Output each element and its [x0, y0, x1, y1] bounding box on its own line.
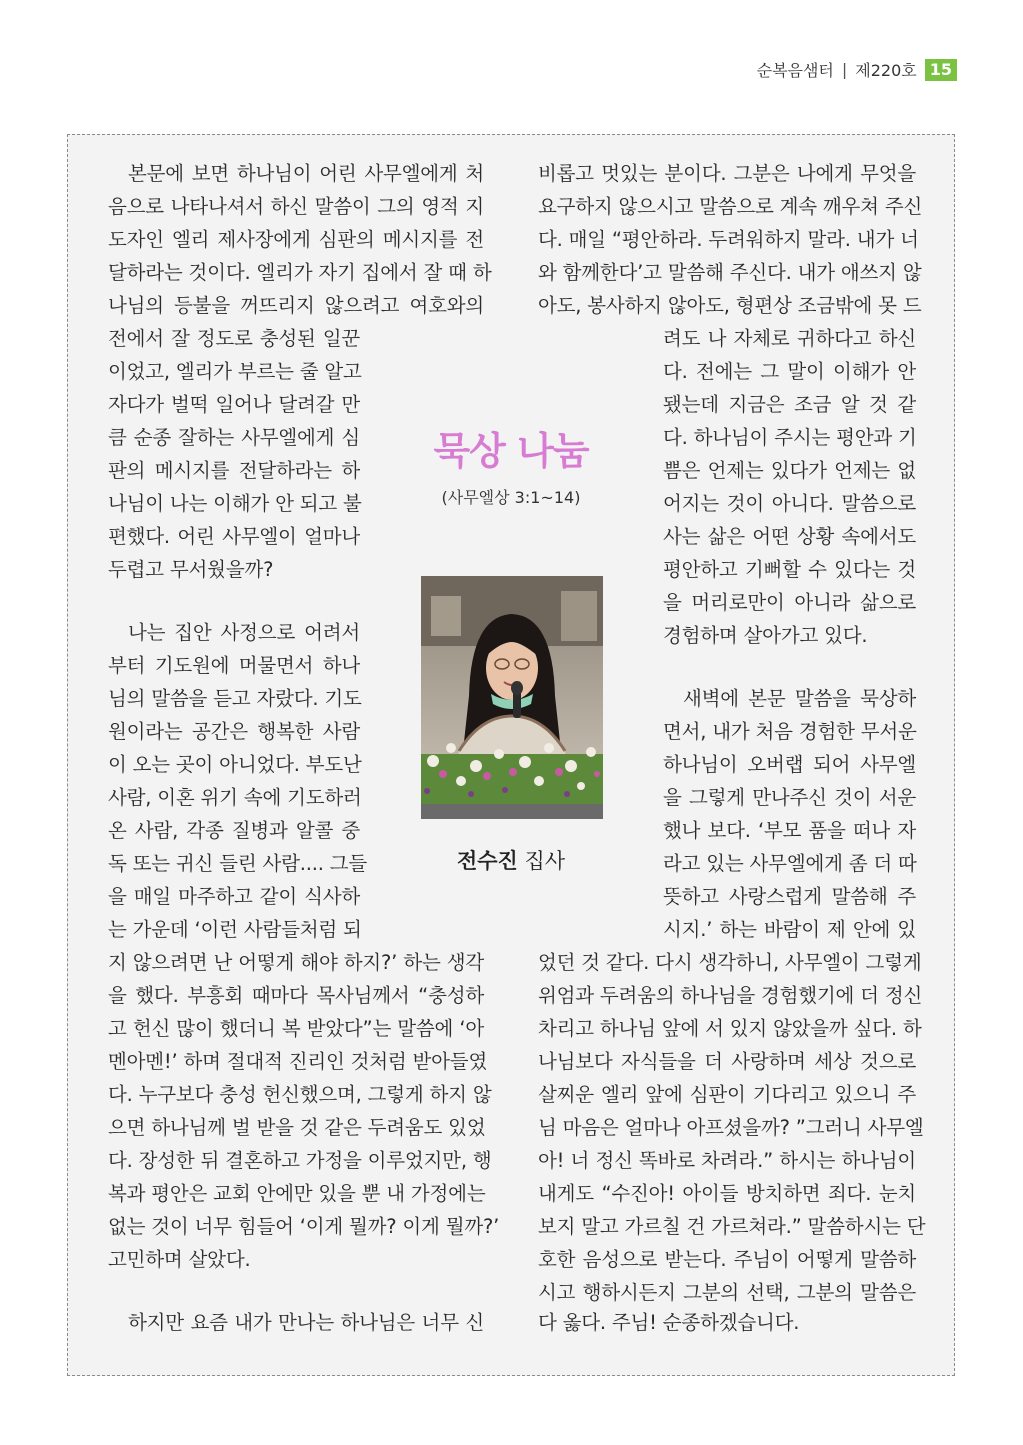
- issue-number: 제220호: [855, 61, 917, 80]
- scripture-reference: (사무엘상 3:1~14): [441, 488, 581, 507]
- article-title: 묵상 나눔: [433, 429, 589, 473]
- left-column-text-line: 도자인 엘리 제사장에게 심판의 메시지를 전: [108, 228, 484, 251]
- right-column-text-line: 보지 말고 가르칠 건 가르쳐라.” 말씀하시는 단: [538, 1215, 926, 1238]
- right-column-text-line: 라고 있는 사무엘에게 좀 더 따: [663, 852, 917, 875]
- right-column-text-line: 다 옳다. 주님! 순종하겠습니다.: [538, 1311, 800, 1334]
- right-column-text-line: 아! 너 정신 똑바로 차려라.” 하시는 하나님이: [538, 1149, 916, 1172]
- right-column-text-line: 평안하고 기뻐할 수 있다는 것: [663, 558, 916, 581]
- right-column-text-line: 하나님이 오버랩 되어 사무엘: [663, 753, 916, 776]
- right-column-text-line: 다. 하나님이 주시는 평안과 기: [663, 426, 917, 449]
- left-column-text-line: 판의 메시지를 전달하라는 하: [108, 459, 360, 482]
- author-photo: [421, 576, 603, 819]
- left-column-text-line: 이 오는 곳이 아니었다. 부도난: [108, 753, 362, 776]
- right-column-text-line: 려도 나 자체로 귀하다고 하신: [663, 327, 916, 350]
- author-title: 집사: [524, 849, 566, 873]
- right-column-text-line: 새벽에 본문 말씀을 묵상하: [683, 687, 916, 710]
- left-column-text-line: 본문에 보면 하나님이 어린 사무엘에게 처: [128, 162, 484, 185]
- right-column-text-line: 나님보다 자식들을 더 사랑하며 세상 것으로: [538, 1050, 916, 1073]
- left-column-text-line: 나는 집안 사정으로 어려서: [128, 621, 360, 644]
- left-column-text-line: 전에서 잘 정도로 충성된 일꾼: [108, 327, 360, 350]
- left-column-text-line: 원이라는 공간은 행복한 사람: [108, 720, 360, 743]
- right-column-text-line: 어지는 것이 아니다. 말씀으로: [663, 492, 916, 515]
- left-column-text-line: 을 했다. 부흥회 때마다 목사님께서 “충성하: [108, 984, 484, 1007]
- right-column-text-line: 내게도 “수진아! 아이들 방치하면 죄다. 눈치: [538, 1182, 916, 1205]
- right-column-text-line: 살찌운 엘리 앞에 심판이 기다리고 있으니 주: [538, 1083, 916, 1106]
- right-column-text-line: 면서, 내가 처음 경험한 무서운: [663, 720, 917, 743]
- right-column-text-line: 경험하며 살아가고 있다.: [663, 624, 868, 647]
- left-column-text-line: 지 않으려면 난 어떻게 해야 하지?’ 하는 생각: [108, 951, 484, 974]
- left-column-text-line: 고민하며 살았다.: [108, 1248, 251, 1271]
- left-column-text-line: 는 가운데 ‘이런 사람들처럼 되: [108, 918, 362, 941]
- left-column-text-line: 복과 평안은 교회 안에만 있을 뿐 내 가정에는: [108, 1182, 486, 1205]
- right-column-text-line: 시고 행하시든지 그분의 선택, 그분의 말씀은: [538, 1281, 916, 1304]
- right-column-text-line: 와 함께한다’고 말씀해 주신다. 내가 애쓰지 않: [538, 261, 922, 284]
- left-column-text-line: 을 매일 마주하고 같이 식사하: [108, 885, 360, 908]
- right-column-text-line: 뜻하고 사랑스럽게 말씀해 주: [663, 885, 916, 908]
- left-column-text-line: 고 헌신 많이 했더니 복 받았다”는 말씀에 ‘아: [108, 1017, 484, 1040]
- right-column-text-line: 했나 보다. ‘부모 품을 떠나 자: [663, 819, 916, 842]
- right-column-text-line: 차리고 하나님 앞에 서 있지 않았을까 싶다. 하: [538, 1017, 922, 1040]
- left-column-text-line: 다. 장성한 뒤 결혼하고 가정을 이루었지만, 행: [108, 1149, 492, 1172]
- right-column-text-line: 님 마음은 얼마나 아프셨을까? ”그러니 사무엘: [538, 1116, 924, 1139]
- right-column-text-line: 위엄과 두려움의 하나님을 경험했기에 더 정신: [538, 984, 923, 1007]
- left-column-text-line: 나님의 등불을 꺼뜨리지 않으려고 여호와의: [108, 294, 484, 317]
- left-column-text-line: 온 사람, 각종 질병과 알콜 중: [108, 819, 360, 842]
- left-column-text-line: 사람, 이혼 위기 속에 기도하러: [108, 786, 362, 809]
- right-column-text-line: 호한 음성으로 받는다. 주님이 어떻게 말씀하: [538, 1248, 916, 1271]
- header-separator: |: [841, 60, 848, 79]
- left-column-text-line: 음으로 나타나셔서 하신 말씀이 그의 영적 지: [108, 195, 484, 218]
- left-column-text-line: 이었고, 엘리가 부르는 줄 알고: [108, 360, 362, 383]
- left-column-text-line: 님의 말씀을 듣고 자랐다. 기도: [108, 687, 362, 710]
- left-column-text-line: 나님이 나는 이해가 안 되고 불: [108, 492, 362, 515]
- right-column-text-line: 을 머리로만이 아니라 삶으로: [663, 591, 916, 614]
- left-column-text-line: 없는 것이 너무 힘들어 ‘이게 뭘까? 이게 뭘까?’: [108, 1215, 500, 1238]
- left-column-text-line: 독 또는 귀신 들린 사람.... 그들: [108, 852, 367, 875]
- left-column-text-line: 멘아멘!’ 하며 절대적 진리인 것처럼 받아들였: [108, 1050, 488, 1073]
- left-column-text-line: 달하라는 것이다. 엘리가 자기 집에서 잘 때 하: [108, 261, 492, 284]
- right-column-text-line: 었던 것 같다. 다시 생각하니, 사무엘이 그렇게: [538, 951, 922, 974]
- right-column-text-line: 쁨은 언제는 있다가 언제는 없: [663, 459, 916, 482]
- magazine-name: 순복음샘터: [756, 61, 834, 80]
- left-column-text-line: 편했다. 어린 사무엘이 얼마나: [108, 525, 360, 548]
- left-column-text-line: 다. 누구보다 충성 헌신했으며, 그렇게 하지 않: [108, 1083, 492, 1106]
- left-column-text-line: 두렵고 무서웠을까?: [108, 558, 274, 581]
- page-header: [757, 58, 957, 81]
- right-column-text-line: 아도, 봉사하지 않아도, 형편상 조금밖에 못 드: [538, 294, 922, 317]
- page-number-badge: 15: [925, 59, 957, 81]
- left-column-text-line: 자다가 벌떡 일어나 달려갈 만: [108, 393, 360, 416]
- right-column-text-line: 사는 삶은 어떤 상황 속에서도: [663, 525, 916, 548]
- author-name: 전수진: [456, 849, 518, 873]
- right-column-text-line: 됐는데 지금은 조금 알 것 같: [663, 393, 916, 416]
- right-column-text-line: 비롭고 멋있는 분이다. 그분은 나에게 무엇을: [538, 162, 916, 185]
- left-column-text-line: 큼 순종 잘하는 사무엘에게 심: [108, 426, 360, 449]
- right-column-text-line: 다. 매일 “평안하라. 두려워하지 말라. 내가 너: [538, 228, 919, 251]
- left-column-text-line: 부터 기도원에 머물면서 하나: [108, 654, 360, 677]
- left-column-text-line: 으면 하나님께 벌 받을 것 같은 두려움도 있었: [108, 1116, 486, 1139]
- right-column-text-line: 을 그렇게 만나주신 것이 서운: [663, 786, 916, 809]
- right-column-text-line: 시지.’ 하는 바람이 제 안에 있: [663, 918, 916, 941]
- left-column-text-line: 하지만 요즘 내가 만나는 하나님은 너무 신: [128, 1311, 484, 1334]
- author-byline: [420, 845, 602, 875]
- right-column-text-line: 다. 전에는 그 말이 이해가 안: [663, 360, 916, 383]
- right-column-text-line: 요구하지 않으시고 말씀으로 계속 깨우쳐 주신: [538, 195, 923, 218]
- author-photo-image: [421, 576, 603, 819]
